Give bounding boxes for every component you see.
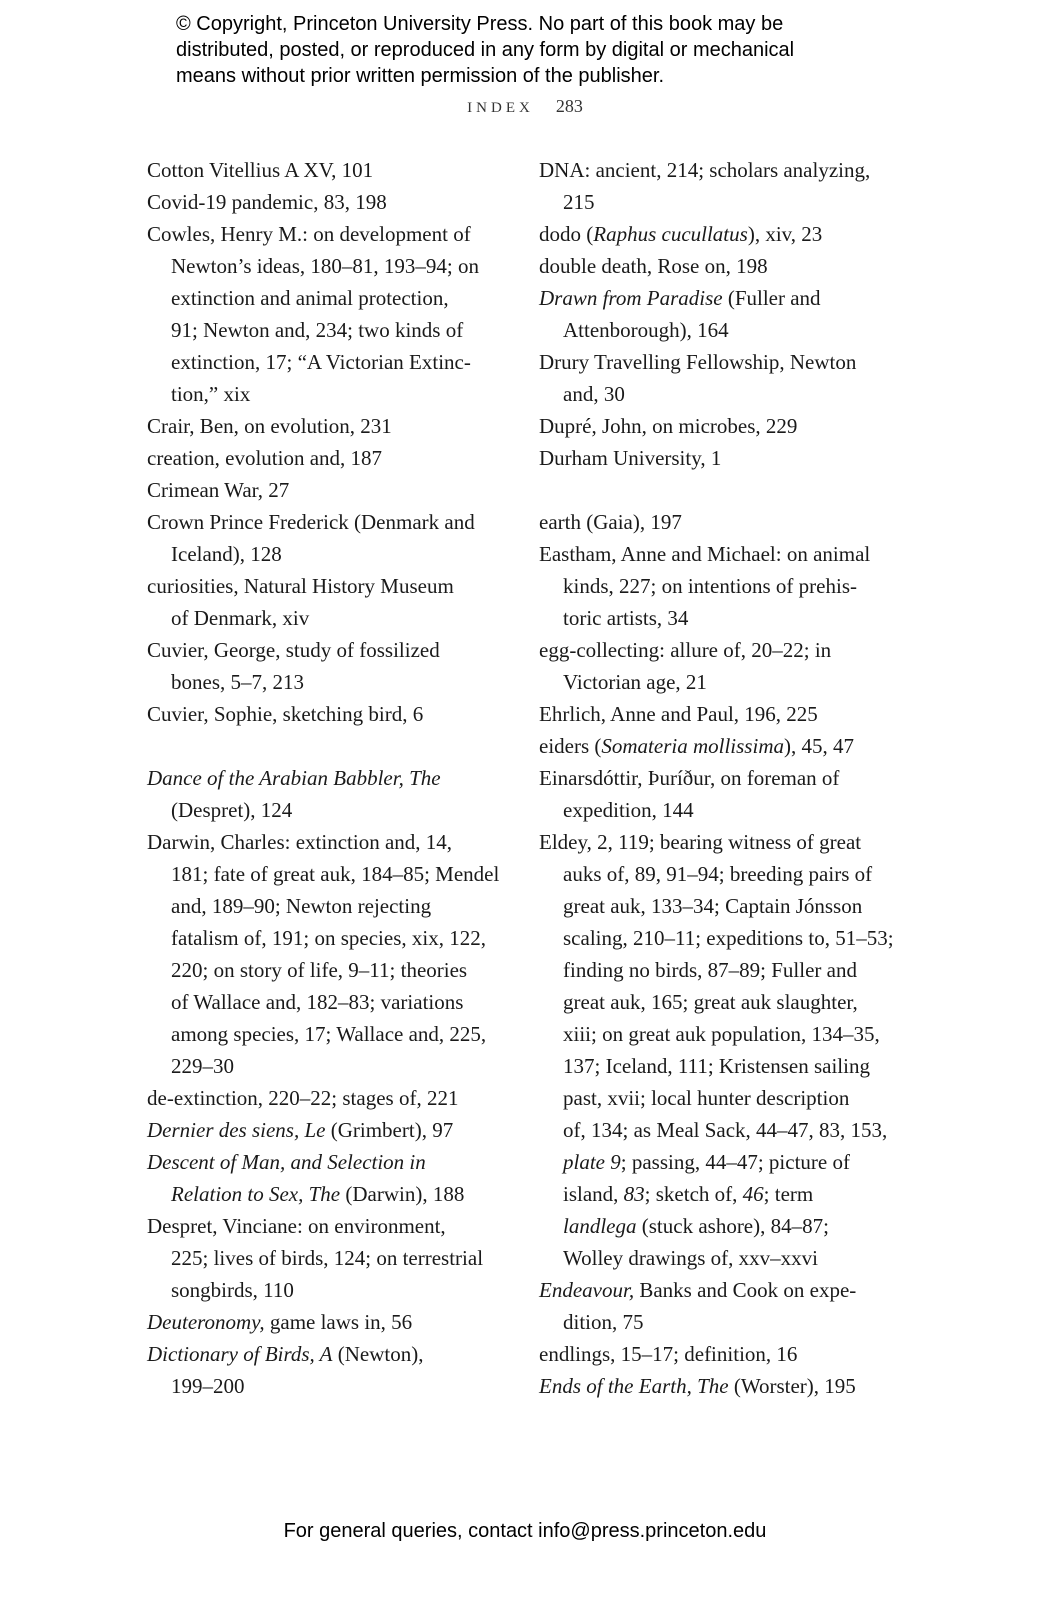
italic-title: Dance of the Arabian Babbler, The [147, 766, 441, 790]
index-entry [539, 1370, 894, 1402]
index-entry-line: Newton’s ideas, 180–81, 193–94; on [171, 254, 479, 278]
italic-title: Drawn from Paradise [539, 286, 723, 310]
index-entry-line: fatalism of, 191; on species, xix, 122, [171, 926, 486, 950]
italic-title: Raphus cucullatus [593, 222, 748, 246]
index-entry-line [147, 1338, 499, 1370]
entry-text: ; sketch of, [644, 1182, 743, 1206]
index-entry [147, 1338, 499, 1402]
index-entry [539, 1274, 894, 1338]
entry-text: (stuck ashore), 84–87; [636, 1214, 829, 1238]
letter-gap [539, 474, 894, 506]
index-entry-line: Cowles, Henry M.: on development of [147, 222, 471, 246]
letter-gap [147, 730, 499, 762]
index-entry-line: xiii; on great auk population, 134–35, [563, 1022, 880, 1046]
index-entry-line [539, 282, 894, 314]
index-entry [147, 1210, 499, 1306]
index-entry-line: tion,” xix [171, 382, 251, 406]
index-entry [147, 1114, 499, 1146]
italic-title: Dernier des siens, Le [147, 1118, 326, 1142]
index-entry-line: egg-collecting: allure of, 20–22; in [539, 638, 832, 662]
index-entry-line: 181; fate of great auk, 184–85; Mendel [171, 862, 500, 886]
index-entry [539, 506, 894, 538]
index-entry [147, 634, 499, 698]
running-head-label: INDEX [467, 100, 534, 116]
index-entry [147, 410, 499, 442]
italic-title: Descent of Man, and Selection in [147, 1150, 426, 1174]
entry-text: dodo ( [539, 222, 594, 246]
notice-line: distributed, posted, or reproduced in any form by digital or mechanical [176, 39, 795, 61]
index-entry-line: toric artists, 34 [563, 606, 689, 630]
index-entry-line: dition, 75 [563, 1310, 644, 1334]
index-entry-line [539, 730, 894, 762]
index-entry [539, 442, 894, 474]
italic-title: Deuteronomy, [147, 1310, 265, 1334]
index-entry-line: scaling, 210–11; expeditions to, 51–53; [563, 926, 894, 950]
index-entry-line [539, 1146, 894, 1178]
index-entry [539, 538, 894, 634]
entry-text: game laws in, 56 [264, 1310, 413, 1334]
italic-title: Dictionary of Birds, A [147, 1342, 333, 1366]
entry-text: (Worster), 195 [728, 1374, 856, 1398]
index-entry-line: kinds, 227; on intentions of prehis- [563, 574, 857, 598]
italic-title: 46 [742, 1182, 764, 1206]
index-entry-line [147, 762, 499, 794]
index-entry-line: (Despret), 124 [171, 798, 293, 822]
index-entry-line: Durham University, 1 [539, 446, 722, 470]
index-entry [539, 410, 894, 442]
italic-title: Endeavour, [539, 1278, 635, 1302]
index-entry [147, 1146, 499, 1210]
index-entry-line: 229–30 [171, 1054, 234, 1078]
index-entry-line [147, 1114, 499, 1146]
entry-text: (Fuller and [722, 286, 821, 310]
index-entry-line: of, 134; as Meal Sack, 44–47, 83, 153, [563, 1118, 888, 1142]
index-entry-line: past, xvii; local hunter description [563, 1086, 850, 1110]
contact-footer: For general queries, contact info@press.princeton.edu [283, 1520, 767, 1542]
index-entry-line: Crimean War, 27 [147, 478, 290, 502]
index-entry-line: great auk, 133–34; Captain Jónsson [563, 894, 863, 918]
index-column-left [147, 154, 499, 1402]
index-entry-line [539, 218, 894, 250]
entry-text: eiders ( [539, 734, 602, 758]
index-entry [539, 346, 894, 410]
index-entry-line: finding no birds, 87–89; Fuller and [563, 958, 857, 982]
index-entry-line: de-extinction, 220–22; stages of, 221 [147, 1086, 459, 1110]
index-entry-line: Dupré, John, on microbes, 229 [539, 414, 798, 438]
index-column-right [539, 154, 894, 1402]
index-entry-line: Darwin, Charles: extinction and, 14, [147, 830, 453, 854]
entry-text: (Grimbert), 97 [325, 1118, 454, 1142]
page-number: 283 [555, 96, 583, 116]
index-entry-line [539, 1178, 894, 1210]
entry-text: (Newton), [332, 1342, 424, 1366]
index-entry [539, 1338, 894, 1370]
index-entry [539, 634, 894, 698]
index-entry [539, 218, 894, 250]
index-entry [147, 506, 499, 570]
index-entry [147, 762, 499, 826]
index-entry-line: great auk, 165; great auk slaughter, [563, 990, 858, 1014]
index-entry-line [539, 1274, 894, 1306]
index-entry-line: of Denmark, xiv [171, 606, 310, 630]
index-entry-line: double death, Rose on, 198 [539, 254, 768, 278]
index-entry-line: DNA: ancient, 214; scholars analyzing, [539, 158, 871, 182]
index-entry [147, 186, 499, 218]
entry-text: Banks and Cook on expe- [634, 1278, 857, 1302]
index-entry [147, 154, 499, 186]
index-entry-line: 225; lives of birds, 124; on terrestrial [171, 1246, 484, 1270]
index-entry-line: Crown Prince Frederick (Denmark and [147, 510, 475, 534]
italic-title: landlega [563, 1214, 637, 1238]
index-entry-line: expedition, 144 [563, 798, 694, 822]
index-entry-line: Cuvier, Sophie, sketching bird, 6 [147, 702, 424, 726]
index-entry [539, 250, 894, 282]
index-entry [539, 154, 894, 218]
index-entry-line: of Wallace and, 182–83; variations [171, 990, 464, 1014]
entry-text: (Darwin), 188 [340, 1182, 465, 1206]
index-entry [147, 570, 499, 634]
index-entry-line: curiosities, Natural History Museum [147, 574, 454, 598]
index-entry-line: and, 189–90; Newton rejecting [171, 894, 432, 918]
copyright-notice [176, 11, 794, 89]
running-head [0, 96, 1050, 117]
index-entry-line: 91; Newton and, 234; two kinds of [171, 318, 464, 342]
index-entry-line: extinction and animal protection, [171, 286, 449, 310]
italic-title: 83 [623, 1182, 645, 1206]
index-entry-line [539, 1370, 894, 1402]
notice-line: means without prior written permission of the publisher. [176, 65, 665, 87]
index-entry-line [147, 1306, 499, 1338]
italic-title: Somateria mollissima [601, 734, 784, 758]
index-entry-line: 215 [563, 190, 595, 214]
index-entry-line: 220; on story of life, 9–11; theories [171, 958, 468, 982]
index-entry-line: earth (Gaia), 197 [539, 510, 682, 534]
index-entry [147, 826, 499, 1082]
index-entry-line: among species, 17; Wallace and, 225, [171, 1022, 487, 1046]
index-entry [539, 762, 894, 826]
index-entry [147, 442, 499, 474]
index-entry-line: Drury Travelling Fellowship, Newton [539, 350, 857, 374]
index-entry [147, 1082, 499, 1114]
index-entry-line: Covid-19 pandemic, 83, 198 [147, 190, 387, 214]
entry-text: ), xiv, 23 [747, 222, 823, 246]
index-entry-line: and, 30 [563, 382, 625, 406]
index-entry-line: Eastham, Anne and Michael: on animal [539, 542, 871, 566]
index-entry-line: Ehrlich, Anne and Paul, 196, 225 [539, 702, 818, 726]
index-entry [147, 1306, 499, 1338]
index-entry-line: Cotton Vitellius A XV, 101 [147, 158, 374, 182]
index-entry-line: Iceland), 128 [171, 542, 282, 566]
index-entry-line [147, 1146, 499, 1178]
entry-text: ), 45, 47 [783, 734, 854, 758]
index-entry [147, 698, 499, 730]
index-entry [539, 826, 894, 1274]
index-entry-line: creation, evolution and, 187 [147, 446, 383, 470]
index-entry-line: Cuvier, George, study of fossilized [147, 638, 440, 662]
index-entry [147, 218, 499, 410]
index-entry-line: auks of, 89, 91–94; breeding pairs of [563, 862, 873, 886]
index-entry-line: Wolley drawings of, xxv–xxvi [563, 1246, 818, 1270]
index-entry-line: Eldey, 2, 119; bearing witness of great [539, 830, 862, 854]
index-entry [147, 474, 499, 506]
entry-text: island, [563, 1182, 624, 1206]
italic-title: Ends of the Earth, The [539, 1374, 729, 1398]
index-entry-line: Attenborough), 164 [563, 318, 729, 342]
index-entry-line: 199–200 [171, 1374, 245, 1398]
index-entry-line: Despret, Vinciane: on environment, [147, 1214, 446, 1238]
index-entry-line: extinction, 17; “A Victorian Extinc- [171, 350, 471, 374]
index-entry-line [147, 1178, 499, 1210]
index-entry-line: Einarsdóttir, Þuríður, on foreman of [539, 766, 840, 790]
index-entry-line [539, 1210, 894, 1242]
index-entry-line: endlings, 15–17; definition, 16 [539, 1342, 798, 1366]
index-entry-line: songbirds, 110 [171, 1278, 294, 1302]
italic-title: Relation to Sex, The [171, 1182, 341, 1206]
index-entry [539, 730, 894, 762]
italic-title: plate 9 [563, 1150, 621, 1174]
index-entry-line: 137; Iceland, 111; Kristensen sailing [563, 1054, 870, 1078]
entry-text: ; passing, 44–47; picture of [620, 1150, 850, 1174]
notice-line: © Copyright, Princeton University Press. No part of this book may be [176, 13, 784, 35]
entry-text: ; term [763, 1182, 814, 1206]
index-entry [539, 698, 894, 730]
index-entry-line: Victorian age, 21 [563, 670, 707, 694]
index-entry-line: Crair, Ben, on evolution, 231 [147, 414, 392, 438]
index-entry [539, 282, 894, 346]
index-entry-line: bones, 5–7, 213 [171, 670, 304, 694]
